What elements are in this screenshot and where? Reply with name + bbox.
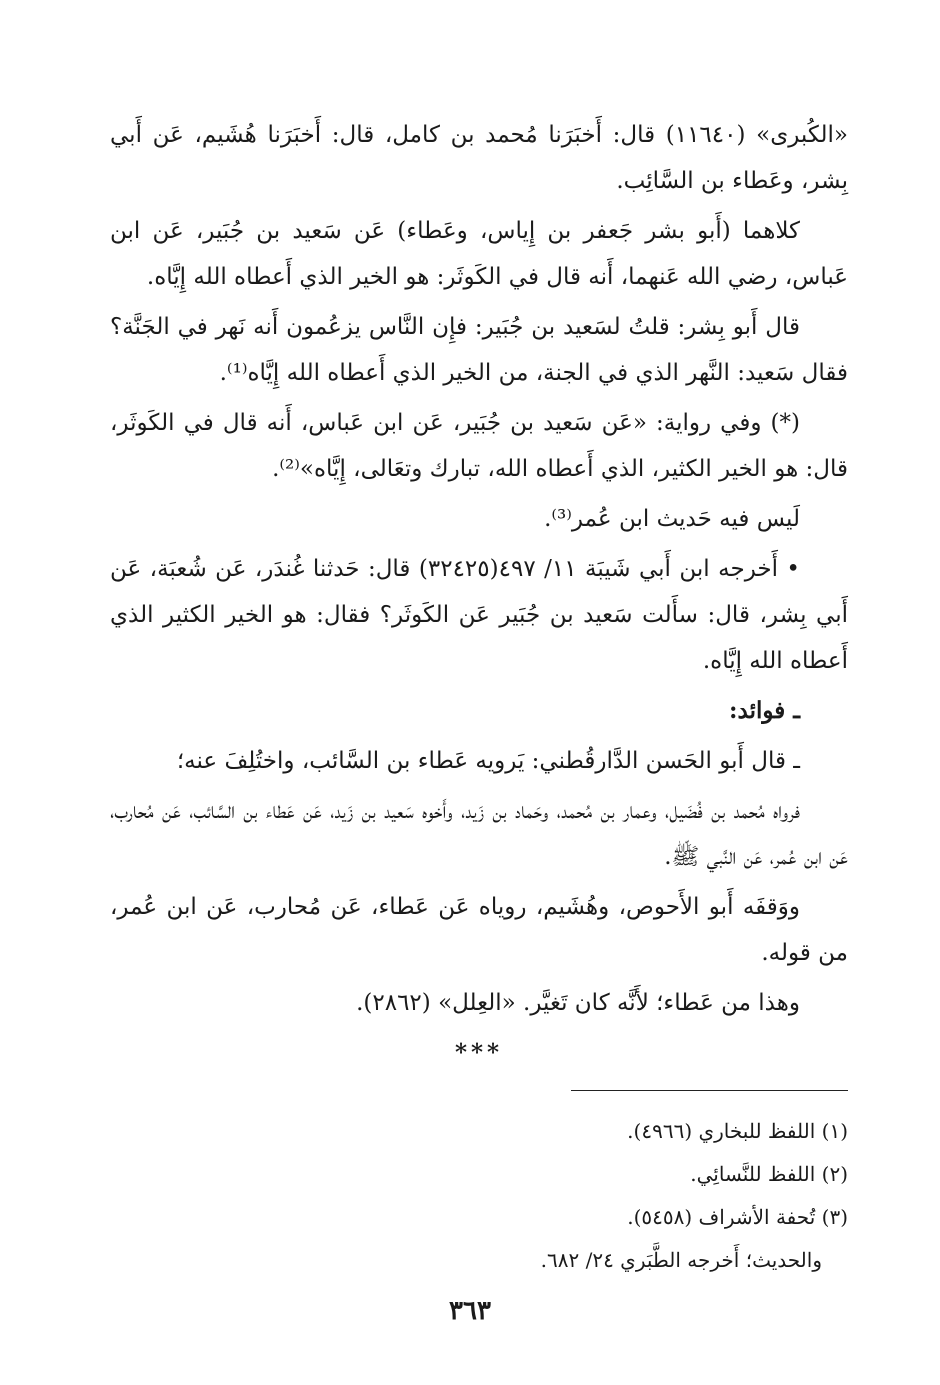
footnote-3-continuation: والحديث؛ أَخرجه الطَّبَري ٢٤/ ٦٨٢. [540, 1248, 822, 1272]
paragraph-variant-narration: (*) وفي رواية: «عَن سَعيد بن جُبَير، عَن ابن عَباس، أَنه قال في الكَوثَر، قال: هو الخير الكثير، الذي أَعطاه الله، تبارك وتعَالى، إِيَّاه»⁽²⁾. [110, 410, 848, 482]
paragraph-both-narrators: كلاهما (أَبو بشر جَعفر بن إِياس، وعَطاء) عَن سَعيد بن جُبَير، عَن ابن عَباس، رضي الله عَنهما، أَنه قال في الكَوثَر: هو الخير الذي أَعطاه الله إِيَّاه. [110, 218, 848, 290]
main-text [110, 112, 848, 1080]
section-separator-stars: *** [454, 1039, 504, 1066]
heading-benefits: ـ فوائد: [729, 697, 800, 724]
footnote-divider [571, 1090, 848, 1091]
paragraph-abu-bishr: قال أَبو بِشر: قلتُ لسَعيد بن جُبَير: فإِن النَّاس يزعُمون أَنه نَهر في الجَنَّة؟ فقال سَعيد: النَّهر الذي في الجنة، من الخير الذي أَعطاه الله إِيَّاه⁽¹⁾. [110, 314, 848, 386]
paragraph-narrators-marfu: فرواه مُحمد بن فُضَيل، وعمار بن مُحمد، وحَماد بن زَيد، وأَخوه سَعيد بن زَيد، عَن عَطاء بن السَّائب، عَن مُحارب، عَن ابن عُمر، عَن النَّبي ﷺ. [110, 798, 848, 870]
paragraph-source-kubra: «الكُبرى» (١١٦٤٠) قال: أَخبَرَنا مُحمد بن كامل، قال: أَخبَرَنا هُشَيم، عَن أَبي بِشر، وعَطاء بن السَّائِب. [110, 122, 848, 194]
footnote-1: (١) اللفظ للبخاري (٤٩٦٦). [627, 1119, 848, 1143]
paragraph-ibn-umar-note: لَيس فيه حَديث ابن عُمر⁽³⁾. [544, 506, 800, 532]
paragraph-narrators-mawquf: ووَقفَه أَبو الأَحوص، وهُشَيم، روياه عَن عَطاء، عَن مُحارب، عَن ابن عُمر، من قوله. [110, 894, 848, 966]
page-number: ٣٦٣ [449, 1296, 491, 1326]
paragraph-ilal-conclusion: وهذا من عَطاء؛ لأَنَّه كان تَغيَّر. «العِلل» (٢٨٦٢). [356, 990, 800, 1016]
footnote-3: (٣) تُحفة الأشراف (٥٤٥٨). [627, 1205, 848, 1229]
paragraph-ibn-abi-shaybah: • أَخرجه ابن أَبي شَيبَة ١١/ ٤٩٧(٣٢٤٢٥) قال: حَدثنا غُندَر، عَن شُعبَة، عَن أَبي بِشر، قال: سأَلت سَعيد بن جُبَير عَن الكَوثَر؟ فقال: هو الخير الكثير الذي أَعطاه الله إِيَّاه. [110, 556, 848, 674]
footnotes [110, 1110, 848, 1282]
paragraph-daraqutni: ـ قال أَبو الحَسن الدَّارقُطني: يَرويه عَطاء بن السَّائب، واختُلِفَ عنه؛ [176, 748, 800, 774]
footnote-2: (٢) اللفظ للنَّسائِي. [690, 1162, 848, 1186]
